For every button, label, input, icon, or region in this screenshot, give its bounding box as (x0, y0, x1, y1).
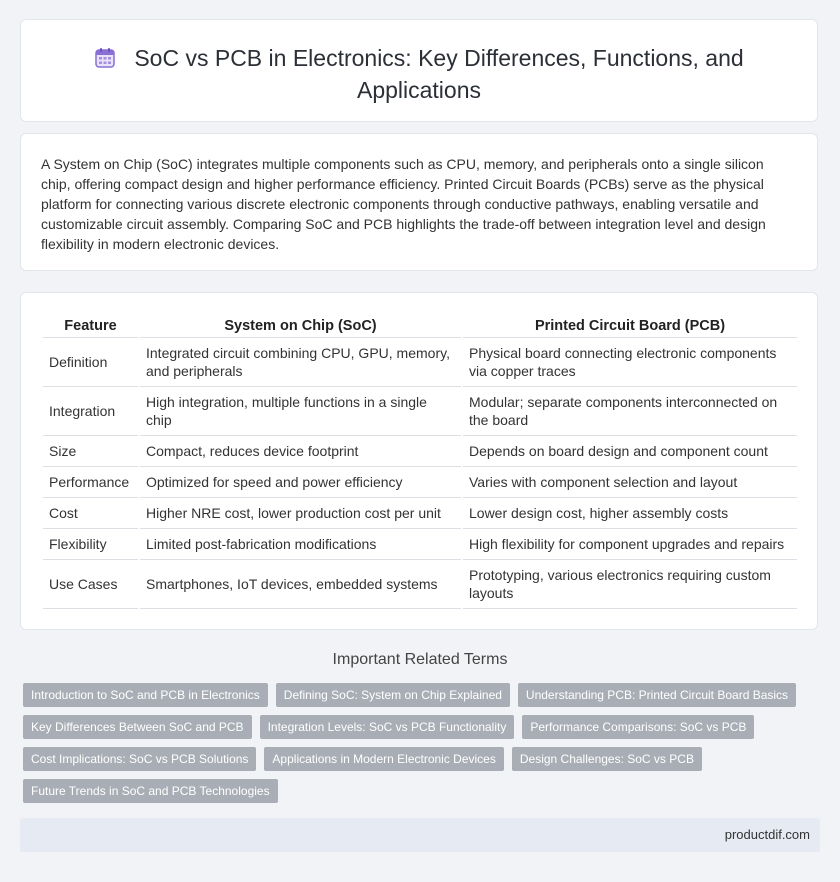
soc-cell: Smartphones, IoT devices, embedded systems (139, 560, 462, 609)
related-terms-title: Important Related Terms (332, 651, 508, 668)
table-row (43, 498, 797, 529)
feature-cell: Cost (43, 498, 139, 529)
related-term-link[interactable]: Future Trends in SoC and PCB Technologies (23, 779, 278, 803)
related-term-link[interactable]: Introduction to SoC and PCB in Electronics (23, 683, 268, 707)
related-terms-list (23, 683, 803, 803)
feature-cell: Definition (43, 338, 139, 387)
page-title (21, 20, 817, 105)
related-term-link[interactable]: Key Differences Between SoC and PCB (23, 715, 252, 739)
related-term-link[interactable]: Understanding PCB: Printed Circuit Board Basics (518, 683, 796, 707)
pcb-cell: High flexibility for component upgrades and repairs (462, 529, 797, 560)
table-row (43, 387, 797, 436)
related-term-link[interactable]: Design Challenges: SoC vs PCB (512, 747, 702, 771)
related-term-link[interactable]: Applications in Modern Electronic Devices (264, 747, 503, 771)
pcb-cell: Varies with component selection and layout (462, 467, 797, 498)
feature-cell: Flexibility (43, 529, 139, 560)
pcb-cell: Physical board connecting electronic components via copper traces (462, 338, 797, 387)
footer (20, 818, 820, 852)
pcb-cell: Modular; separate components interconnected on the board (462, 387, 797, 436)
pcb-cell: Prototyping, various electronics requiring custom layouts (462, 560, 797, 609)
comparison-table (43, 316, 797, 609)
table-header-row (43, 316, 797, 338)
column-header-soc: System on Chip (SoC) (139, 316, 462, 338)
table-row (43, 529, 797, 560)
feature-cell: Integration (43, 387, 139, 436)
feature-cell: Use Cases (43, 560, 139, 609)
related-term-link[interactable]: Cost Implications: SoC vs PCB Solutions (23, 747, 256, 771)
table-row (43, 436, 797, 467)
related-term-link[interactable]: Defining SoC: System on Chip Explained (276, 683, 510, 707)
feature-cell: Size (43, 436, 139, 467)
related-term-link[interactable]: Integration Levels: SoC vs PCB Functionality (260, 715, 515, 739)
column-header-pcb: Printed Circuit Board (PCB) (462, 316, 797, 338)
intro-paragraph: A System on Chip (SoC) integrates multiple components such as CPU, memory, and peripherals onto a single silicon chip, offering compact design and higher performance efficiency. Printed Circuit Boards (PCBs) serve as the physical platform for connecting various discrete electronic components through conductive pathways, enabling versatile and customizable circuit assembly. Comparing SoC and PCB highlights the trade-off between integration level and design flexibility in modern electronic devices. (41, 156, 766, 252)
soc-cell: High integration, multiple functions in a single chip (139, 387, 462, 436)
soc-cell: Limited post-fabrication modifications (139, 529, 462, 560)
soc-cell: Integrated circuit combining CPU, GPU, memory, and peripherals (139, 338, 462, 387)
related-term-link[interactable]: Performance Comparisons: SoC vs PCB (522, 715, 754, 739)
pcb-cell: Depends on board design and component count (462, 436, 797, 467)
calendar-icon (94, 47, 116, 76)
soc-cell: Optimized for speed and power efficiency (139, 467, 462, 498)
footer-site-link[interactable]: productdif.com (724, 827, 810, 842)
header-card (20, 19, 818, 122)
comparison-table-card (20, 292, 818, 630)
table-row (43, 560, 797, 609)
column-header-feature: Feature (43, 316, 139, 338)
soc-cell: Higher NRE cost, lower production cost per unit (139, 498, 462, 529)
page-title-text: SoC vs PCB in Electronics: Key Differences, Functions, and Applications (134, 45, 744, 103)
table-row (43, 338, 797, 387)
pcb-cell: Lower design cost, higher assembly costs (462, 498, 797, 529)
intro-card (20, 133, 818, 271)
feature-cell: Performance (43, 467, 139, 498)
table-row (43, 467, 797, 498)
soc-cell: Compact, reduces device footprint (139, 436, 462, 467)
